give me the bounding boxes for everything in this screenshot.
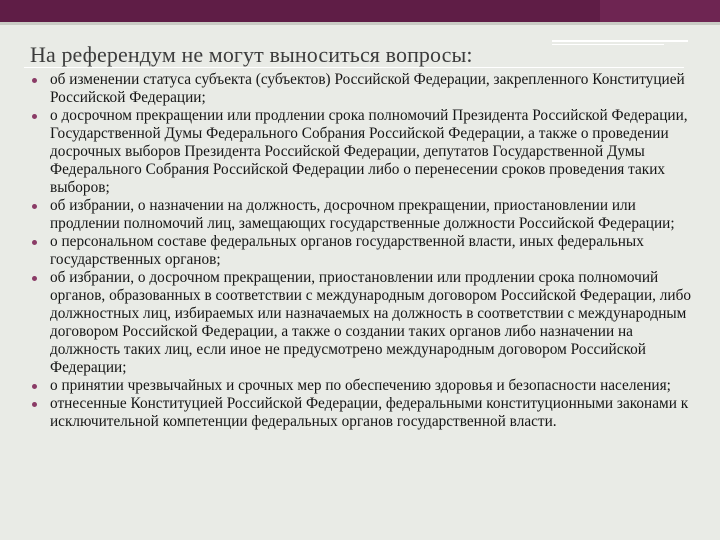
bullet-dot-icon bbox=[32, 384, 37, 389]
bullet-text: об избрании, о назначении на должность, досрочном прекращении, приостановлении или продлении полномочий лиц, замещающих государственные должности Российской Федерации; bbox=[50, 197, 675, 232]
bullet-dot-icon bbox=[32, 240, 37, 245]
bullet-item bbox=[30, 107, 694, 197]
bullet-item bbox=[30, 233, 694, 269]
bullet-item bbox=[30, 197, 694, 233]
top-band-accent bbox=[600, 0, 720, 22]
bullet-item bbox=[30, 395, 694, 431]
bullet-item bbox=[30, 71, 694, 107]
title-underline bbox=[24, 67, 684, 68]
top-divider bbox=[0, 22, 720, 25]
bullet-text: о досрочном прекращении или продлении срока полномочий Президента Российской Федерации, Государственной Думы Федерального Собрания Российской Федерации, а также о проведении досрочных выборов Президента Российской Федерации, депутатов Государственной Думы Федерального Собрания Российской Федерации либо о перенесении сроков проведения таких выборов; bbox=[50, 107, 688, 196]
slide-title: На референдум не могут выноситься вопросы: bbox=[30, 42, 473, 67]
bullet-dot-icon bbox=[32, 204, 37, 209]
bullet-dot-icon bbox=[32, 402, 37, 407]
bullet-dot-icon bbox=[32, 78, 37, 83]
bullet-text: об избрании, о досрочном прекращении, приостановлении или продлении срока полномочий органов, образованных в соответствии с международным договором Российской Федерации, либо должностных лиц, избираемых или назначаемых на должность в соответствии с международным договором Российской Федерации, а также о создании таких органов либо назначении на должность таких лиц, если иное не предусмотрено международным договором Российской Федерации; bbox=[50, 269, 692, 376]
bullet-text: о персональном составе федеральных органов государственной власти, иных федеральных государственных органов; bbox=[50, 233, 644, 268]
title-decorative-line bbox=[552, 40, 688, 42]
bullet-text: отнесенные Конституцией Российской Федерации, федеральными конституционными законами к исключительной компетенции федеральных органов государственной власти. bbox=[50, 395, 689, 430]
bullet-text: об изменении статуса субъекта (субъектов) Российской Федерации, закрепленного Конституцией Российской Федерации; bbox=[50, 71, 685, 106]
bullet-dot-icon bbox=[32, 276, 37, 281]
bullet-text: о принятии чрезвычайных и срочных мер по обеспечению здоровья и безопасности населения; bbox=[50, 377, 671, 394]
bullet-dot-icon bbox=[32, 114, 37, 119]
bullet-list bbox=[30, 71, 694, 431]
bullet-item bbox=[30, 377, 694, 395]
title-decorative-line-short bbox=[552, 44, 664, 45]
bullet-item bbox=[30, 269, 694, 377]
